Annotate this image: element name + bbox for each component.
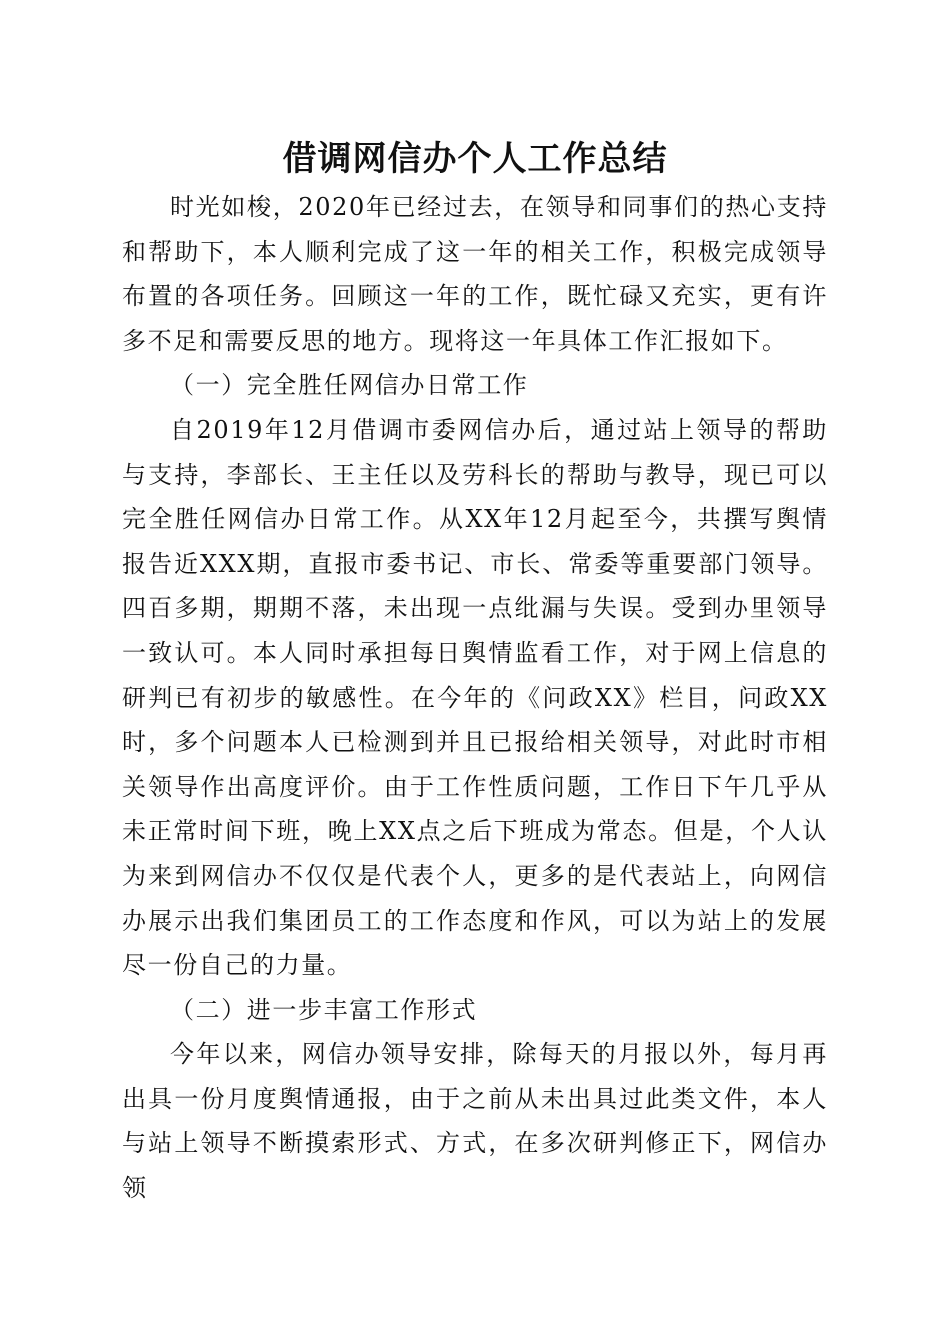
section-2-paragraph: 今年以来，网信办领导安排，除每天的月报以外，每月再出具一份月度舆情通报，由于之前从未出具过此类文件，本人与站上领导不断摸索形式、方式，在多次研判修正下，网信办领: [122, 1040, 828, 1203]
section-heading-2: （二）进一步丰富工作形式: [170, 995, 478, 1024]
section-heading-1: （一）完全胜任网信办日常工作: [170, 371, 529, 400]
section-1-paragraph: 自2019年12月借调市委网信办后，通过站上领导的帮助与支持，李部长、王主任以及劳科长的帮助与教导，现已可以完全胜任网信办日常工作。从XX年12月起至今，共撰写舆情报告近XXX期，直报市委书记、市长、常委等重要部门领导。四百多期，期期不落，未出现一点纰漏与失误。受到办里领导一致认可。本人同时承担每日舆情监看工作，对于网上信息的研判已有初步的敏感性。在今年的《问政XX》栏目，问政XX时，多个问题本人已检测到并且已报给相关领导，对此时市相关领导作出高度评价。由于工作性质问题，工作日下午几乎从未正常时间下班，晚上XX点之后下班成为常态。但是，个人认为来到网信办不仅仅是代表个人，更多的是代表站上，向网信办展示出我们集团员工的工作态度和作风，可以为站上的发展尽一份自己的力量。: [122, 415, 828, 980]
intro-paragraph: 时光如梭，2020年已经过去，在领导和同事们的热心支持和帮助下，本人顺利完成了这一年的相关工作，积极完成领导布置的各项任务。回顾这一年的工作，既忙碌又充实，更有许多不足和需要反思的地方。现将这一年具体工作汇报如下。: [122, 193, 828, 355]
document-body: [122, 185, 828, 1211]
document-title: 借调网信办个人工作总结: [282, 139, 668, 179]
